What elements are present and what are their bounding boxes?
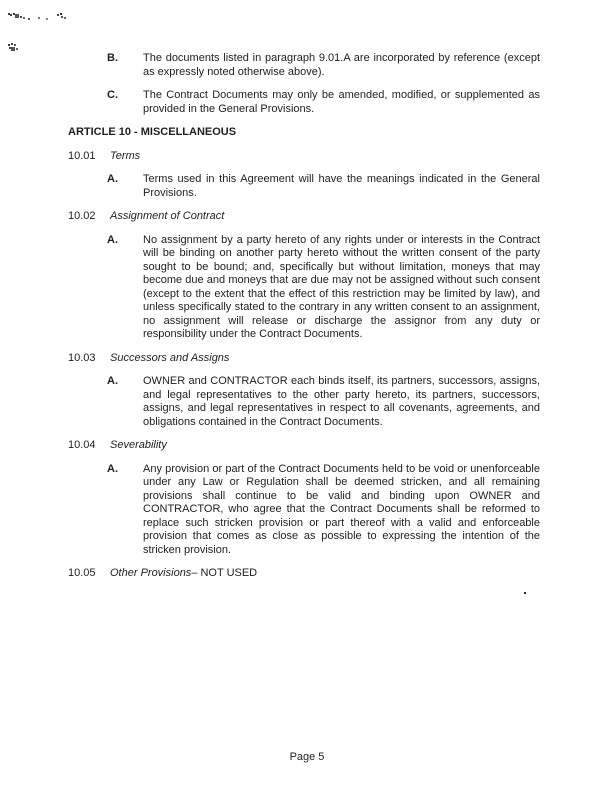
clause-label: A. (107, 173, 118, 185)
section-title: Terms (110, 149, 141, 162)
section-number: 10.05 (68, 567, 96, 579)
section-title: Successors and Assigns (110, 351, 230, 364)
section-number: 10.03 (68, 351, 96, 364)
document-body (68, 52, 540, 591)
section-heading-10-04 (68, 439, 540, 453)
section-heading-10-03 (68, 352, 540, 366)
clause-label: A. (107, 462, 118, 475)
clause-text: Any provision or part of the Contract Documents held to be void or unenforceable under any Law or Regulation shall be deemed stricken, and all remaining provisions shall continue to be valid and binding upon OWNER and CONTRACTOR, who agree that the Contract Documents shall be reformed to replace such stricken provision or part thereof with a valid and enforceable provision that comes as close as possible to expressing the intention of the stricken provision. (143, 462, 540, 556)
clause-10-03-a (107, 375, 540, 429)
section-title: Assignment of Contract (110, 210, 225, 222)
section-number: 10.02 (68, 210, 96, 222)
section-number: 10.01 (68, 149, 96, 162)
clause-text: Terms used in this Agreement will have the meanings indicated in the General Provisions. (143, 173, 540, 199)
clause-text: The Contract Documents may only be amended, modified, or supplemented as provided in the General Provisions. (143, 89, 540, 115)
page-footer (0, 751, 614, 765)
scan-artifact-curl (8, 44, 10, 46)
article-heading: ARTICLE 10 - MISCELLANEOUS (68, 126, 237, 138)
clause-label: C. (107, 89, 118, 101)
section-heading-10-02 (68, 210, 540, 224)
section-number: 10.04 (68, 439, 96, 451)
section-heading-10-05 (68, 567, 540, 581)
clause-text: OWNER and CONTRACTOR each binds itself, its partners, successors, assigns, and legal representatives to the other party hereto, its partners, successors, assigns, and legal representatives in respect to all covenants, agreements, and obligations contained in the Contract Documents. (143, 375, 540, 428)
clause-10-04-a (107, 463, 540, 558)
section-title: Other Provisions (110, 567, 192, 579)
clause-label: A. (107, 375, 118, 387)
clause-text: The documents listed in paragraph 9.01.A are incorporated by reference (except as expressly noted otherwise above). (143, 52, 540, 78)
page-number: Page 5 (289, 751, 325, 763)
clause-10-02-a (107, 234, 540, 342)
intro-clause-b (107, 52, 540, 79)
section-title-suffix: – NOT USED (191, 567, 258, 579)
clause-10-01-a (107, 173, 540, 200)
section-heading-10-01 (68, 150, 540, 164)
clause-text: No assignment by a party hereto of any rights under or interests in the Contract will be binding on another party hereto without the written consent of the party sought to be bound; and, specifically but without limitation, moneys that may become due and moneys that are due may not be assigned without such consent (except to the extent that the effect of this restriction may be limited by law), and unless specifically stated to the contrary in any written consent to an assignment, no assignment will release or discharge the assignor from any duty or responsibility under the Contract Documents. (143, 233, 540, 340)
clause-label: A. (107, 233, 118, 246)
scan-artifact-scribble (8, 13, 10, 15)
intro-clause-c (107, 89, 540, 116)
section-title: Severability (110, 439, 167, 451)
scan-artifact-speck (524, 592, 526, 594)
clause-label: B. (107, 52, 118, 64)
